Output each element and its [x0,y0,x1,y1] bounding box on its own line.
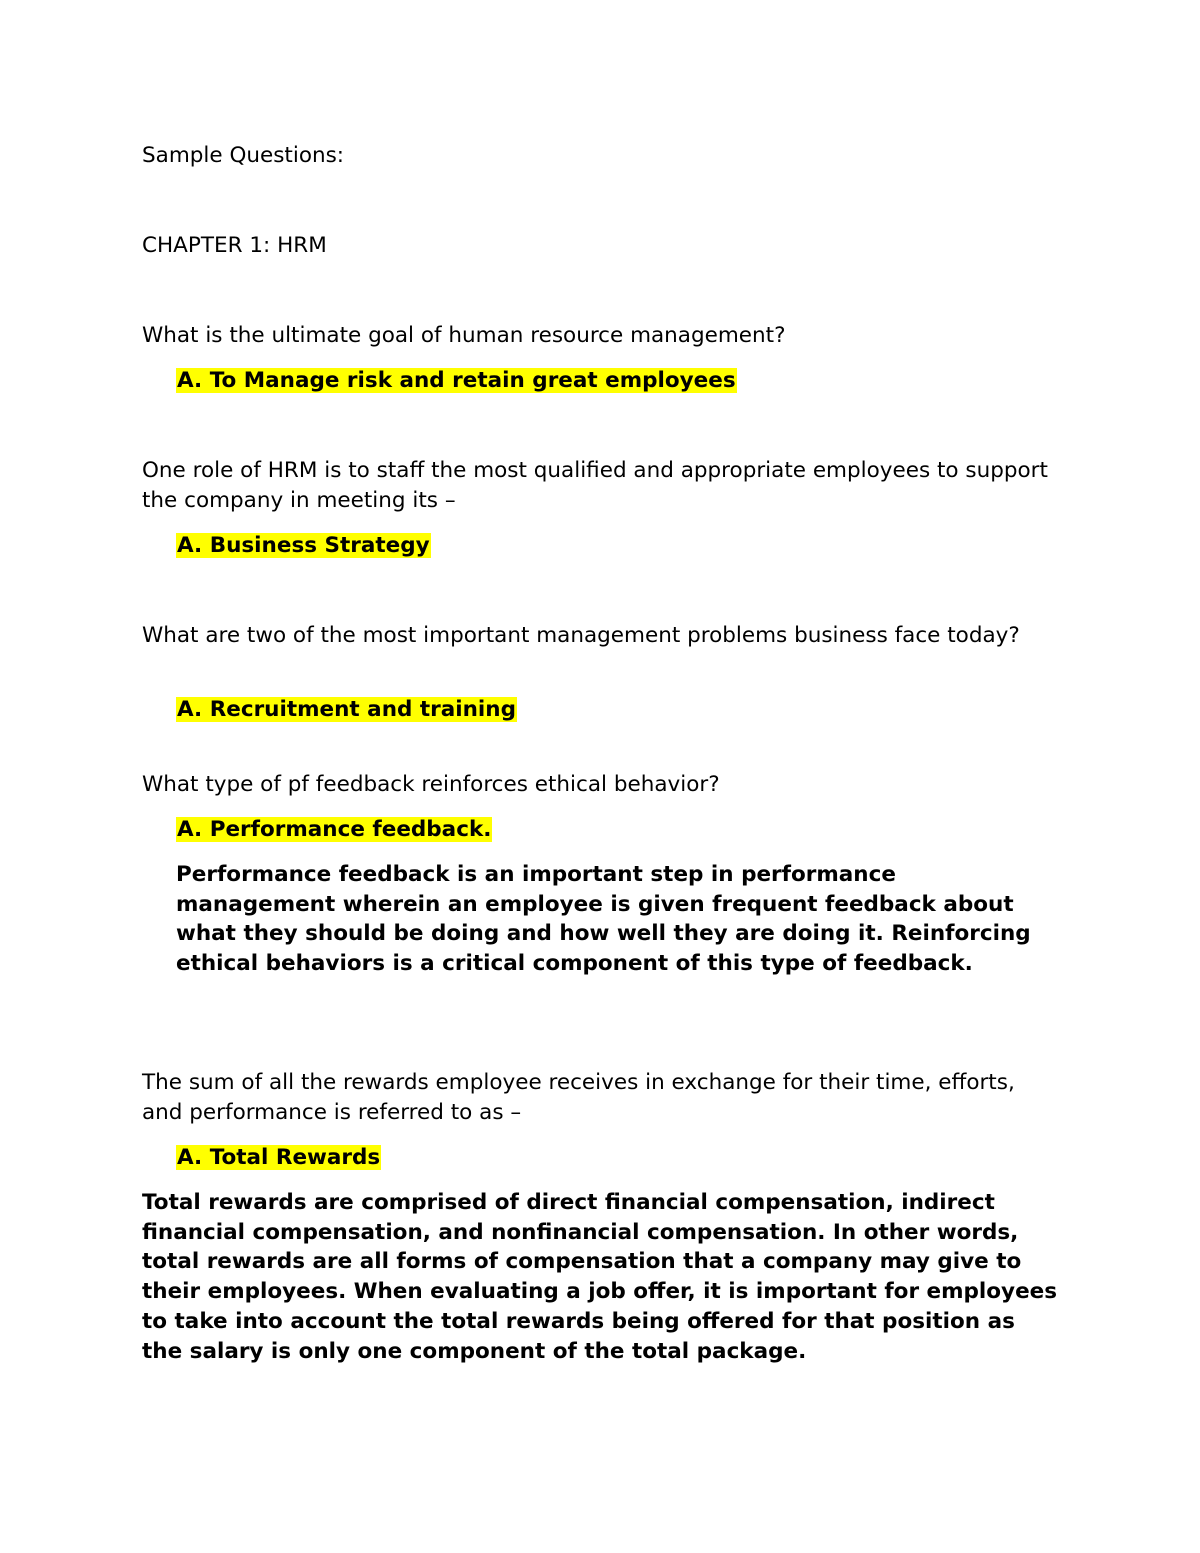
question-1: What is the ultimate goal of human resource management? [142,323,786,348]
answer-5-highlight: A. Total Rewards [177,1145,381,1170]
answer-4-highlight: A. Performance feedback. [177,817,492,842]
answer-3 [176,695,517,725]
answer-2-highlight: A. Business Strategy [177,533,430,558]
answer-5 [176,1143,381,1173]
question-4: What type of pf feedback reinforces ethical behavior? [142,772,720,797]
document-page [142,0,1062,1553]
answer-1 [176,366,737,396]
explanation-4: Performance feedback is an important step in performance management wherein an employee is given frequent feedback about what they should be doing and how well they are doing it. Reinforcing ethical behaviors is a critical component of this type of feedback. [176,862,1031,977]
answer-2 [176,531,431,561]
answer-4 [176,815,492,845]
question-5: The sum of all the rewards employee receives in exchange for their time, efforts, and performance is referred to as – [142,1070,1015,1125]
question-2: One role of HRM is to staff the most qualified and appropriate employees to support the company in meeting its – [142,458,1048,513]
explanation-5: Total rewards are comprised of direct financial compensation, indirect financial compensation, and nonfinancial compensation. In other words, total rewards are all forms of compensation that a company may give to their employees. When evaluating a job offer, it is important for employees to take into account the total rewards being offered for that position as the salary is only one component of the total package. [142,1190,1058,1364]
answer-3-highlight: A. Recruitment and training [177,697,517,722]
chapter-title: CHAPTER 1: HRM [142,233,327,258]
question-3: What are two of the most important management problems business face today? [142,623,1020,648]
answer-1-highlight: A. To Manage risk and retain great employees [177,368,736,393]
document-heading: Sample Questions: [142,143,345,168]
